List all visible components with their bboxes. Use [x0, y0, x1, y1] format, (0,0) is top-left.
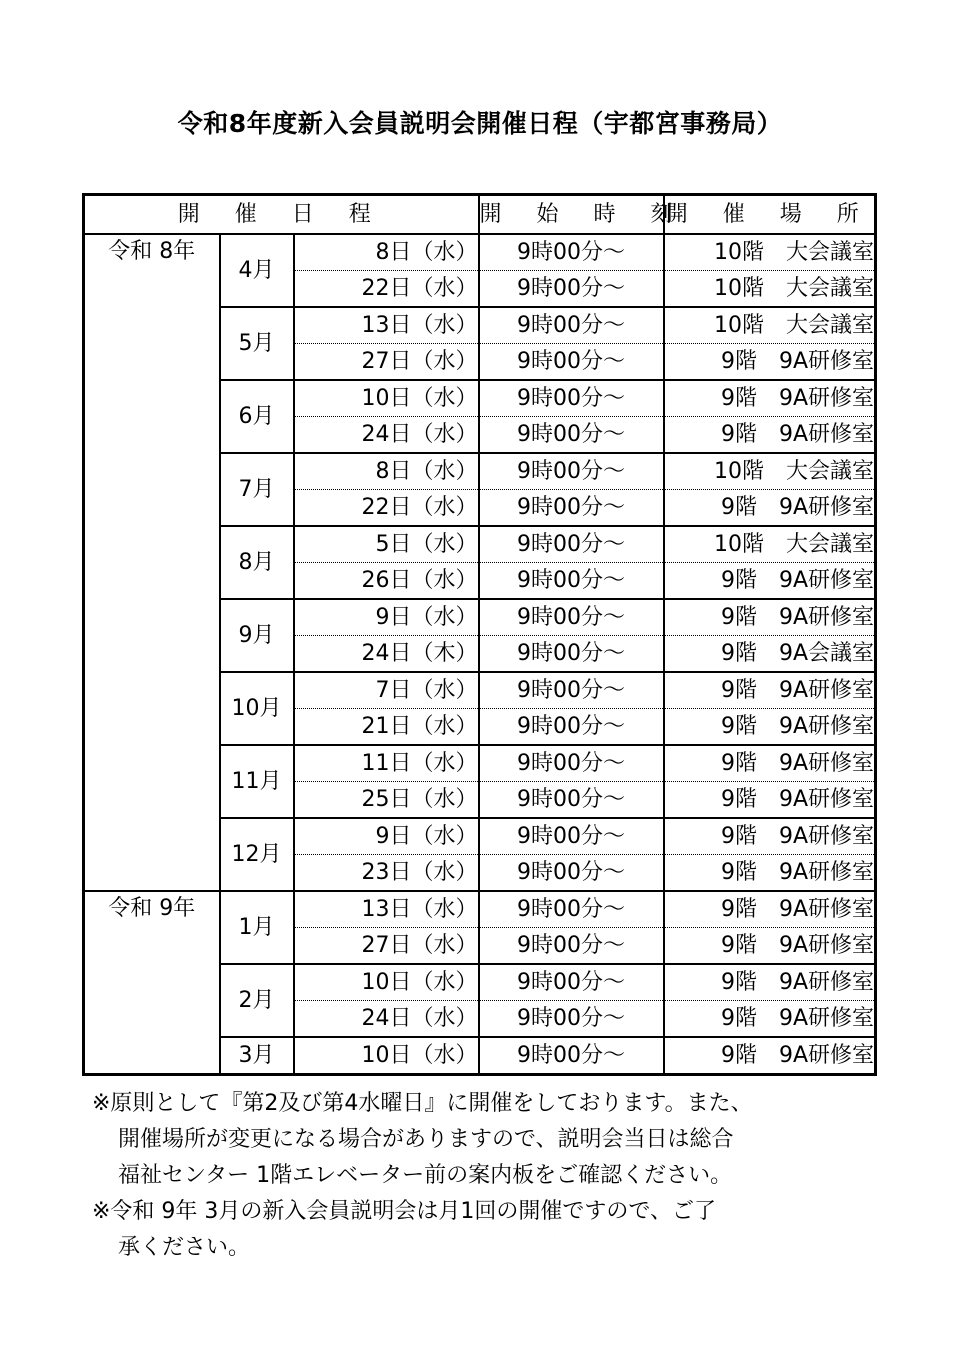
location-cell: 9階 9A研修室	[664, 380, 876, 417]
header-location: 開 催 場 所	[664, 195, 876, 235]
date-cell: 24日（木）	[294, 636, 479, 673]
date-cell: 24日（水）	[294, 1001, 479, 1038]
time-cell: 9時00分～	[479, 928, 664, 965]
time-cell: 9時00分～	[479, 563, 664, 600]
time-cell: 9時00分～	[479, 1037, 664, 1075]
month-cell: 9月	[220, 599, 294, 672]
time-cell: 9時00分～	[479, 964, 664, 1001]
header-schedule: 開 催 日 程	[84, 195, 479, 235]
month-cell: 5月	[220, 307, 294, 380]
date-cell: 10日（水）	[294, 380, 479, 417]
time-cell: 9時00分～	[479, 234, 664, 271]
date-cell: 10日（水）	[294, 1037, 479, 1075]
date-cell: 22日（水）	[294, 271, 479, 308]
note-item: ※原則として『第2及び第4水曜日』に開催をしております。また、 開催場所が変更になる場合がありますので、説明会当日は総合 福祉センター 1階エレベーター前の案内板をご確認ください。	[92, 1091, 753, 1188]
time-cell: 9時00分～	[479, 709, 664, 746]
time-cell: 9時00分～	[479, 344, 664, 381]
schedule-table	[82, 193, 877, 1076]
notes-section	[92, 1086, 892, 1266]
time-cell: 9時00分～	[479, 307, 664, 344]
month-cell: 11月	[220, 745, 294, 818]
date-cell: 9日（水）	[294, 818, 479, 855]
date-cell: 21日（水）	[294, 709, 479, 746]
date-cell: 24日（水）	[294, 417, 479, 454]
date-cell: 11日（水）	[294, 745, 479, 782]
location-cell: 10階 大会議室	[664, 271, 876, 308]
time-cell: 9時00分～	[479, 1001, 664, 1038]
date-cell: 5日（水）	[294, 526, 479, 563]
time-cell: 9時00分～	[479, 599, 664, 636]
date-cell: 27日（水）	[294, 928, 479, 965]
date-cell: 27日（水）	[294, 344, 479, 381]
location-cell: 9階 9A研修室	[664, 855, 876, 892]
month-cell: 8月	[220, 526, 294, 599]
date-cell: 13日（水）	[294, 891, 479, 928]
table-row	[84, 234, 876, 271]
date-cell: 25日（水）	[294, 782, 479, 819]
date-cell: 8日（水）	[294, 234, 479, 271]
time-cell: 9時00分～	[479, 891, 664, 928]
location-cell: 9階 9A研修室	[664, 928, 876, 965]
location-cell: 9階 9A研修室	[664, 417, 876, 454]
time-cell: 9時00分～	[479, 490, 664, 527]
month-cell: 10月	[220, 672, 294, 745]
month-cell: 3月	[220, 1037, 294, 1075]
date-cell: 13日（水）	[294, 307, 479, 344]
time-cell: 9時00分～	[479, 636, 664, 673]
location-cell: 9階 9A研修室	[664, 745, 876, 782]
location-cell: 9階 9A研修室	[664, 964, 876, 1001]
time-cell: 9時00分～	[479, 453, 664, 490]
date-cell: 22日（水）	[294, 490, 479, 527]
location-cell: 9階 9A研修室	[664, 782, 876, 819]
date-cell: 10日（水）	[294, 964, 479, 1001]
page-title: 令和8年度新入会員説明会開催日程（宇都宮事務局）	[177, 109, 783, 138]
month-cell: 1月	[220, 891, 294, 964]
time-cell: 9時00分～	[479, 818, 664, 855]
location-cell: 9階 9A研修室	[664, 490, 876, 527]
location-cell: 9階 9A研修室	[664, 599, 876, 636]
time-cell: 9時00分～	[479, 271, 664, 308]
location-cell: 9階 9A会議室	[664, 636, 876, 673]
location-cell: 10階 大会議室	[664, 526, 876, 563]
location-cell: 9階 9A研修室	[664, 563, 876, 600]
location-cell: 10階 大会議室	[664, 234, 876, 271]
month-cell: 6月	[220, 380, 294, 453]
month-cell: 4月	[220, 234, 294, 307]
location-cell: 9階 9A研修室	[664, 818, 876, 855]
note-item: ※令和 9年 3月の新入会員説明会は月1回の開催ですので、ご了 承ください。	[92, 1199, 716, 1260]
date-cell: 9日（水）	[294, 599, 479, 636]
date-cell: 23日（水）	[294, 855, 479, 892]
time-cell: 9時00分～	[479, 417, 664, 454]
time-cell: 9時00分～	[479, 745, 664, 782]
location-cell: 9階 9A研修室	[664, 672, 876, 709]
table-row	[84, 891, 876, 928]
location-cell: 9階 9A研修室	[664, 709, 876, 746]
month-cell: 7月	[220, 453, 294, 526]
month-cell: 12月	[220, 818, 294, 891]
location-cell: 9階 9A研修室	[664, 891, 876, 928]
location-cell: 9階 9A研修室	[664, 1001, 876, 1038]
location-cell: 9階 9A研修室	[664, 1037, 876, 1075]
era-cell: 令和 9年	[84, 891, 220, 1075]
time-cell: 9時00分～	[479, 782, 664, 819]
date-cell: 7日（水）	[294, 672, 479, 709]
table-header-row	[84, 195, 876, 235]
date-cell: 8日（水）	[294, 453, 479, 490]
month-cell: 2月	[220, 964, 294, 1037]
time-cell: 9時00分～	[479, 672, 664, 709]
time-cell: 9時00分～	[479, 380, 664, 417]
location-cell: 9階 9A研修室	[664, 344, 876, 381]
time-cell: 9時00分～	[479, 855, 664, 892]
location-cell: 10階 大会議室	[664, 453, 876, 490]
era-cell: 令和 8年	[84, 234, 220, 891]
date-cell: 26日（水）	[294, 563, 479, 600]
header-start-time: 開 始 時 刻	[479, 195, 664, 235]
location-cell: 10階 大会議室	[664, 307, 876, 344]
time-cell: 9時00分～	[479, 526, 664, 563]
